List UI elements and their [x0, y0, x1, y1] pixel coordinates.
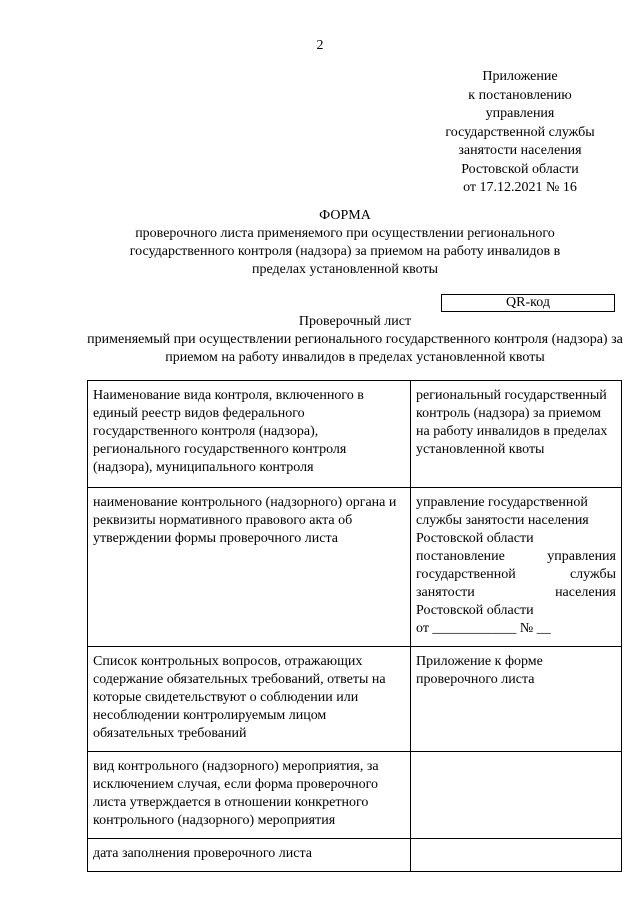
- checklist-heading: [0, 313, 640, 367]
- cell-line: Ростовской области: [416, 603, 534, 618]
- appendix-line: от 17.12.2021 № 16: [463, 180, 577, 195]
- checklist-title: Проверочный лист: [298, 314, 412, 329]
- qr-code-box: QR-код: [441, 294, 615, 312]
- appendix-line: занятости населения: [458, 143, 582, 158]
- table-cell-label: Список контрольных вопросов, отражающих содержание обязательных требований, ответы на которые свидетельствуют о соблюдении или несоблюдении контролируемым лицом обязательных требований: [88, 647, 411, 752]
- table-row: [88, 381, 622, 488]
- appendix-line: к постановлению: [468, 87, 572, 103]
- table-cell-label: наименование контрольного (надзорного) органа и реквизиты нормативного правового акта об утверждении формы проверочного листа: [88, 488, 411, 647]
- cell-line: управление государственной службы занятости населения Ростовской области: [416, 495, 589, 546]
- checklist-subtitle: применяемый при осуществлении регионального государственного контроля (надзора) за приемом на работу инвалидов в пределах установленной квоты: [87, 332, 623, 365]
- table-cell-label: вид контрольного (надзорного) мероприятия, за исключением случая, если форма проверочного листа утверждается в отношении конкретного контрольного (надзорного) мероприятия: [88, 752, 411, 839]
- table-cell-value: региональный государственный контроль (надзора) за приемом на работу инвалидов в пределах установленной квоты: [411, 381, 622, 488]
- table-cell-value: [411, 488, 622, 647]
- cell-line: от ____________ № __: [416, 621, 551, 636]
- table-row: [88, 839, 622, 872]
- table-cell-value: [411, 752, 622, 839]
- table-cell-value: Приложение к форме проверочного листа: [411, 647, 622, 752]
- appendix-line: государственной службы: [445, 124, 595, 140]
- table-row: [88, 488, 622, 647]
- form-title: ФОРМА: [319, 208, 371, 223]
- table-row: [88, 647, 622, 752]
- appendix-line: Приложение: [482, 69, 558, 84]
- appendix-line: управления: [485, 106, 555, 121]
- cell-line: постановление управления государственной службы занятости населения: [416, 549, 616, 600]
- page-number: 2: [316, 38, 324, 53]
- table-cell-label: Наименование вида контроля, включенного в единый реестр видов федерального государственного контроля (надзора), регионального государственного контроля (надзора), муниципального контроля: [88, 381, 411, 488]
- checklist-table: [87, 380, 622, 872]
- form-heading: [0, 207, 640, 279]
- table-cell-label: дата заполнения проверочного листа: [88, 839, 411, 872]
- form-subtitle: проверочного листа применяемого при осуществлении регионального государственного контроля (надзора) за приемом на работу инвалидов в пределах установленной квоты: [129, 226, 561, 277]
- table-row: [88, 752, 622, 839]
- table-cell-value: [411, 839, 622, 872]
- appendix-line: Ростовской области: [461, 161, 579, 177]
- appendix-block: [420, 68, 620, 198]
